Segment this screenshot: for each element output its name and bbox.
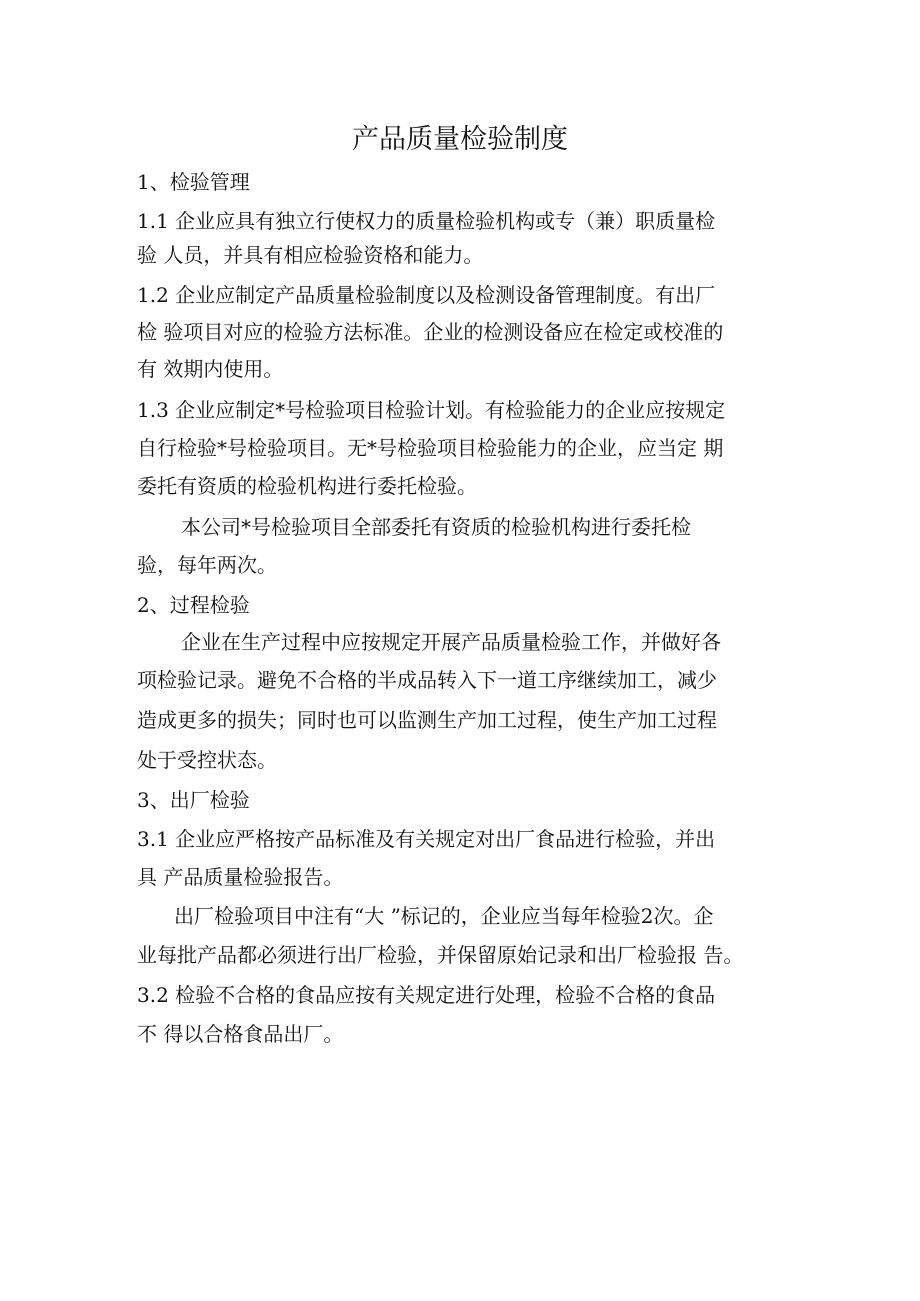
section-heading-1: 1、检验管理: [137, 170, 250, 194]
paragraph-line: 项检验记录。避免不合格的半成品转入下一道工序继续加工，减少: [137, 668, 717, 692]
paragraph-line: 1.2 企业应制定产品质量检验制度以及检测设备管理制度。有出厂: [137, 283, 716, 307]
paragraph-line: 检 验项目对应的检验方法标准。企业的检测设备应在检定或校准的: [137, 320, 724, 344]
paragraph-line: 出厂检验项目中注有“大 ”标记的，企业应当每年检验2次。企: [174, 904, 714, 928]
paragraph-line: 有 效期内使用。: [137, 357, 284, 381]
paragraph-line: 处于受控状态。: [137, 748, 277, 772]
paragraph-line: 验，每年两次。: [137, 553, 277, 577]
document-title: 产品质量检验制度: [352, 124, 568, 155]
paragraph-line: 不 得以合格食品出厂。: [137, 1022, 344, 1046]
paragraph-line: 自行检验*号检验项目。无*号检验项目检验能力的企业，应当定 期: [137, 436, 724, 460]
paragraph-line: 验 人员，并具有相应检验资格和能力。: [137, 243, 484, 267]
paragraph-line: 3.2 检验不合格的食品应按有关规定进行处理，检验不合格的食品: [137, 983, 716, 1007]
paragraph-line: 造成更多的损失；同时也可以监测生产加工过程，使生产加工过程: [137, 708, 717, 732]
paragraph-line: 委托有资质的检验机构进行委托检验。: [137, 474, 477, 498]
section-heading-3: 3、出厂检验: [137, 788, 250, 812]
paragraph-line: 本公司*号检验项目全部委托有资质的检验机构进行委托检: [181, 515, 691, 539]
paragraph-line: 1.1 企业应具有独立行使权力的质量检验机构或专（兼）职质量检: [137, 209, 716, 233]
paragraph-line: 企业在生产过程中应按规定开展产品质量检验工作，并做好各: [181, 630, 721, 654]
paragraph-line: 业每批产品都必须进行出厂检验，并保留原始记录和出厂检验报 告。: [137, 943, 744, 967]
section-heading-2: 2、过程检验: [137, 593, 250, 617]
paragraph-line: 1.3 企业应制定*号检验项目检验计划。有检验能力的企业应按规定: [137, 398, 726, 422]
paragraph-line: 3.1 企业应严格按产品标准及有关规定对出厂食品进行检验，并出: [137, 827, 716, 851]
paragraph-line: 具 产品质量检验报告。: [137, 865, 344, 889]
